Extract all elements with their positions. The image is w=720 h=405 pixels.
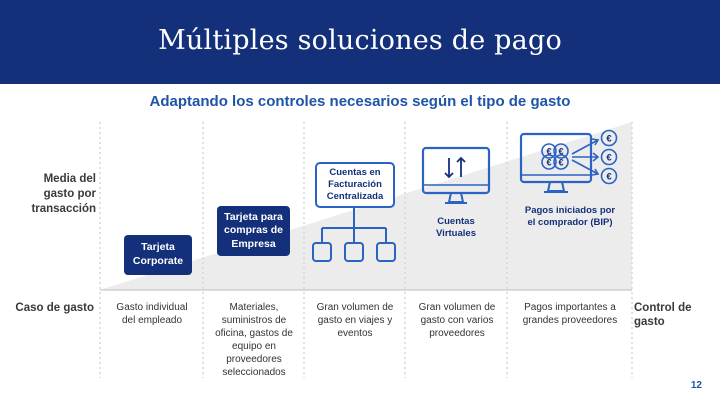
- card-cuentas-facturacion: Cuentas en Facturación Centralizada: [315, 162, 395, 208]
- page-number: 12: [690, 380, 702, 391]
- row-label-control-de-gasto: Control de gasto: [634, 302, 692, 329]
- y-axis-label: Media del gasto por transacción: [31, 173, 96, 215]
- card-tarjeta-corporate: Tarjeta Corporate: [124, 235, 192, 275]
- description-col-4: Gran volumen de gasto con varios proveedores: [418, 302, 496, 339]
- description-col-5: Pagos importantes a grandes proveedores: [522, 302, 618, 326]
- slide-title: Múltiples soluciones de pago: [158, 25, 562, 56]
- euro-symbol: €: [606, 133, 612, 145]
- card-tarjeta-compras: Tarjeta para compras de Empresa: [217, 206, 290, 256]
- euro-symbol: €: [558, 157, 564, 168]
- description-col-3: Gran volumen de gasto en viajes y eventos: [316, 302, 394, 339]
- card-cuentas-virtuales: Cuentas Virtuales: [436, 216, 476, 239]
- euro-symbol: €: [546, 146, 552, 157]
- description-col-1: Gasto individual del empleado: [116, 302, 188, 326]
- euro-symbol: €: [558, 146, 564, 157]
- euro-symbol: €: [546, 157, 552, 168]
- card-pagos-bip: Pagos iniciados por el comprador (BIP): [524, 205, 616, 228]
- slide-subtitle: Adaptando los controles necesarios según el tipo de gasto: [149, 93, 571, 110]
- row-label-caso-de-gasto: Caso de gasto: [15, 302, 94, 314]
- euro-symbol: €: [606, 152, 612, 164]
- euro-symbol: €: [606, 171, 612, 183]
- description-col-2: Materiales, suministros de oficina, gastos de equipo en proveedores seleccionados: [215, 302, 293, 378]
